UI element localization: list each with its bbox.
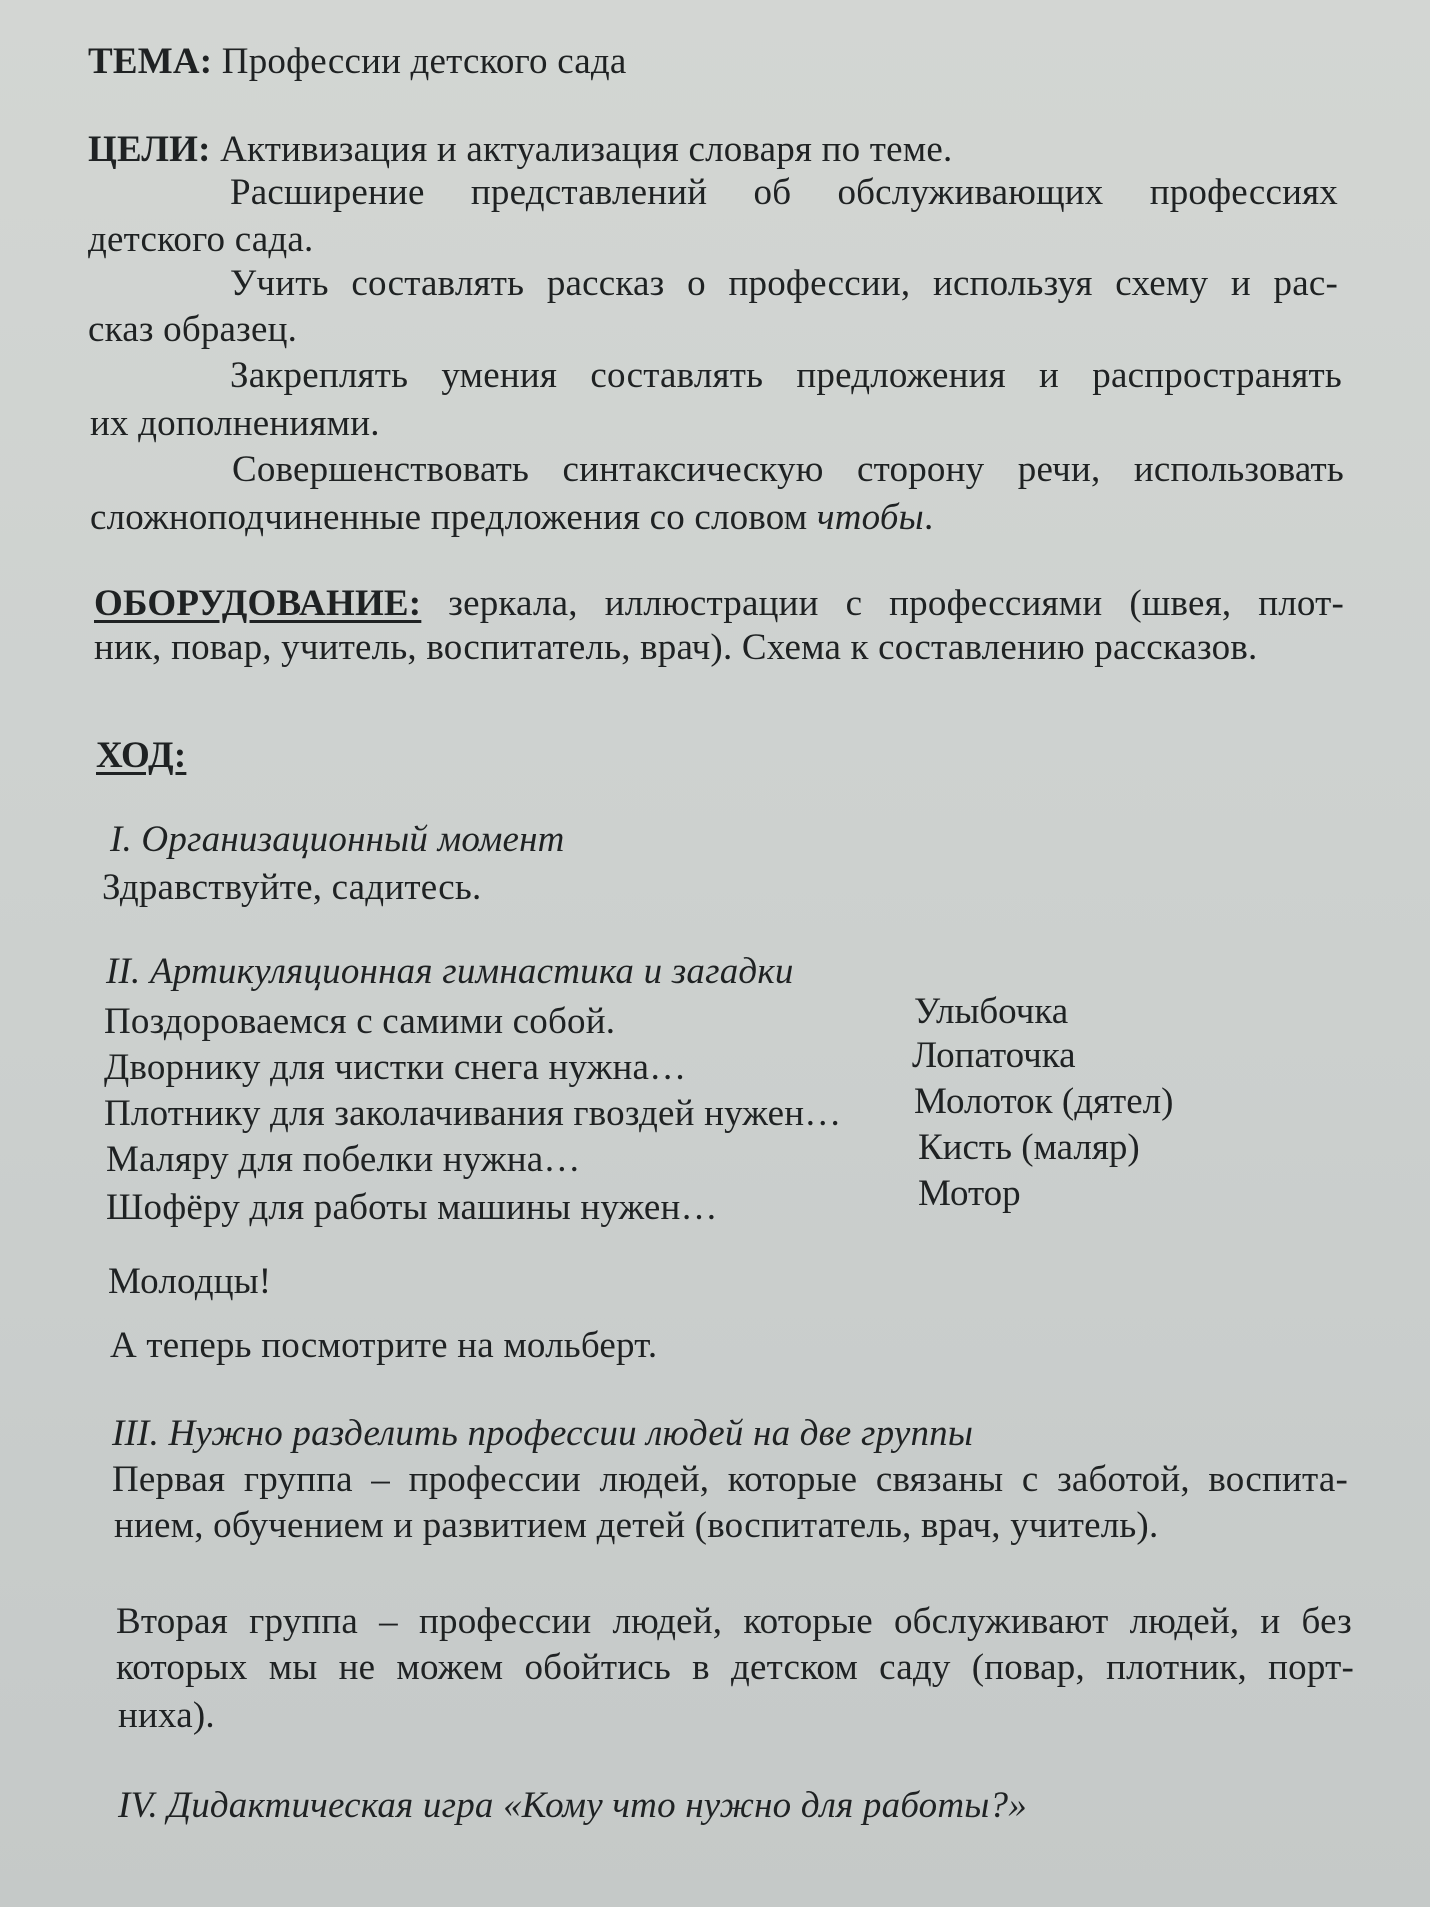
riddle-question-4: Маляру для побелки нужна… — [106, 1139, 581, 1180]
group2-line-2: которых мы не можем обойтись в детском саду (повар, плотник, порт- — [116, 1647, 1354, 1688]
goals-line-8: Совершенствовать синтаксическую сторону речи, использовать — [232, 449, 1344, 490]
goals-line-4: Учить составлять рассказ о профессии, используя схему и рас- — [230, 263, 1338, 304]
riddle-question-2: Дворнику для чистки снега нужна… — [104, 1047, 687, 1088]
easel-text: А теперь посмотрите на мольберт. — [110, 1325, 658, 1366]
equipment-line-2: ник, повар, учитель, воспитатель, врач). Схема к составлению рассказов. — [94, 627, 1258, 668]
group2-line-1: Вторая группа – профессии людей, которые обслуживают людей, и без — [116, 1601, 1352, 1642]
riddle-question-5: Шофёру для работы машины нужен… — [106, 1187, 718, 1228]
goals-line-5: сказ образец. — [88, 309, 298, 350]
riddle-question-1: Поздороваемся с самими собой. — [104, 1001, 616, 1042]
group1-line-1: Первая группа – профессии людей, которые связаны с заботой, воспита- — [112, 1459, 1348, 1500]
goals-label: ЦЕЛИ: — [88, 129, 211, 170]
equipment-label: ОБОРУДОВАНИЕ: — [94, 583, 422, 624]
goals-line-1 — [88, 128, 952, 172]
goals-text-1: Активизация и актуализация словаря по теме. — [220, 129, 953, 170]
riddle-answer-5: Мотор — [918, 1173, 1021, 1214]
progress-label: ХОД: — [96, 735, 187, 776]
section1-text: Здравствуйте, садитесь. — [102, 867, 482, 908]
goals-period: . — [923, 497, 934, 538]
riddle-question-3: Плотнику для заколачивания гвоздей нужен… — [104, 1093, 842, 1134]
topic-text: Профессии детского сада — [221, 41, 627, 82]
section4-title: IV. Дидактическая игра «Кому что нужно для работы?» — [118, 1785, 1027, 1826]
goals-line-9 — [90, 496, 933, 540]
topic-label: ТЕМА: — [88, 41, 213, 82]
group1-line-2: нием, обучением и развитием детей (воспитатель, врач, учитель). — [114, 1505, 1159, 1546]
goals-line-7: их дополнениями. — [90, 403, 380, 444]
riddle-answer-3: Молоток (дятел) — [914, 1081, 1174, 1122]
goals-text-9: сложноподчиненные предложения со словом — [90, 497, 808, 538]
praise-text: Молодцы! — [108, 1261, 272, 1302]
riddle-answer-1: Улыбочка — [914, 991, 1069, 1032]
topic-line — [88, 40, 627, 84]
section3-title: III. Нужно разделить профессии людей на две группы — [112, 1413, 974, 1454]
goals-line-6: Закреплять умения составлять предложения и распространять — [230, 355, 1342, 396]
goals-line-2: Расширение представлений об обслуживающих профессиях — [230, 172, 1338, 213]
equipment-line-1 — [94, 582, 1344, 626]
section1-title: I. Организационный момент — [110, 819, 565, 860]
equipment-text-1: зеркала, иллюстрации с профессиями (швея, плот- — [448, 583, 1345, 624]
group2-line-3: ниха). — [118, 1695, 215, 1736]
riddle-answer-2: Лопаточка — [912, 1035, 1076, 1076]
section2-title: II. Артикуляционная гимнастика и загадки — [106, 951, 794, 992]
riddle-answer-4: Кисть (маляр) — [918, 1127, 1140, 1168]
goals-emphasis-word: чтобы — [816, 497, 924, 538]
goals-line-3: детского сада. — [88, 219, 314, 260]
